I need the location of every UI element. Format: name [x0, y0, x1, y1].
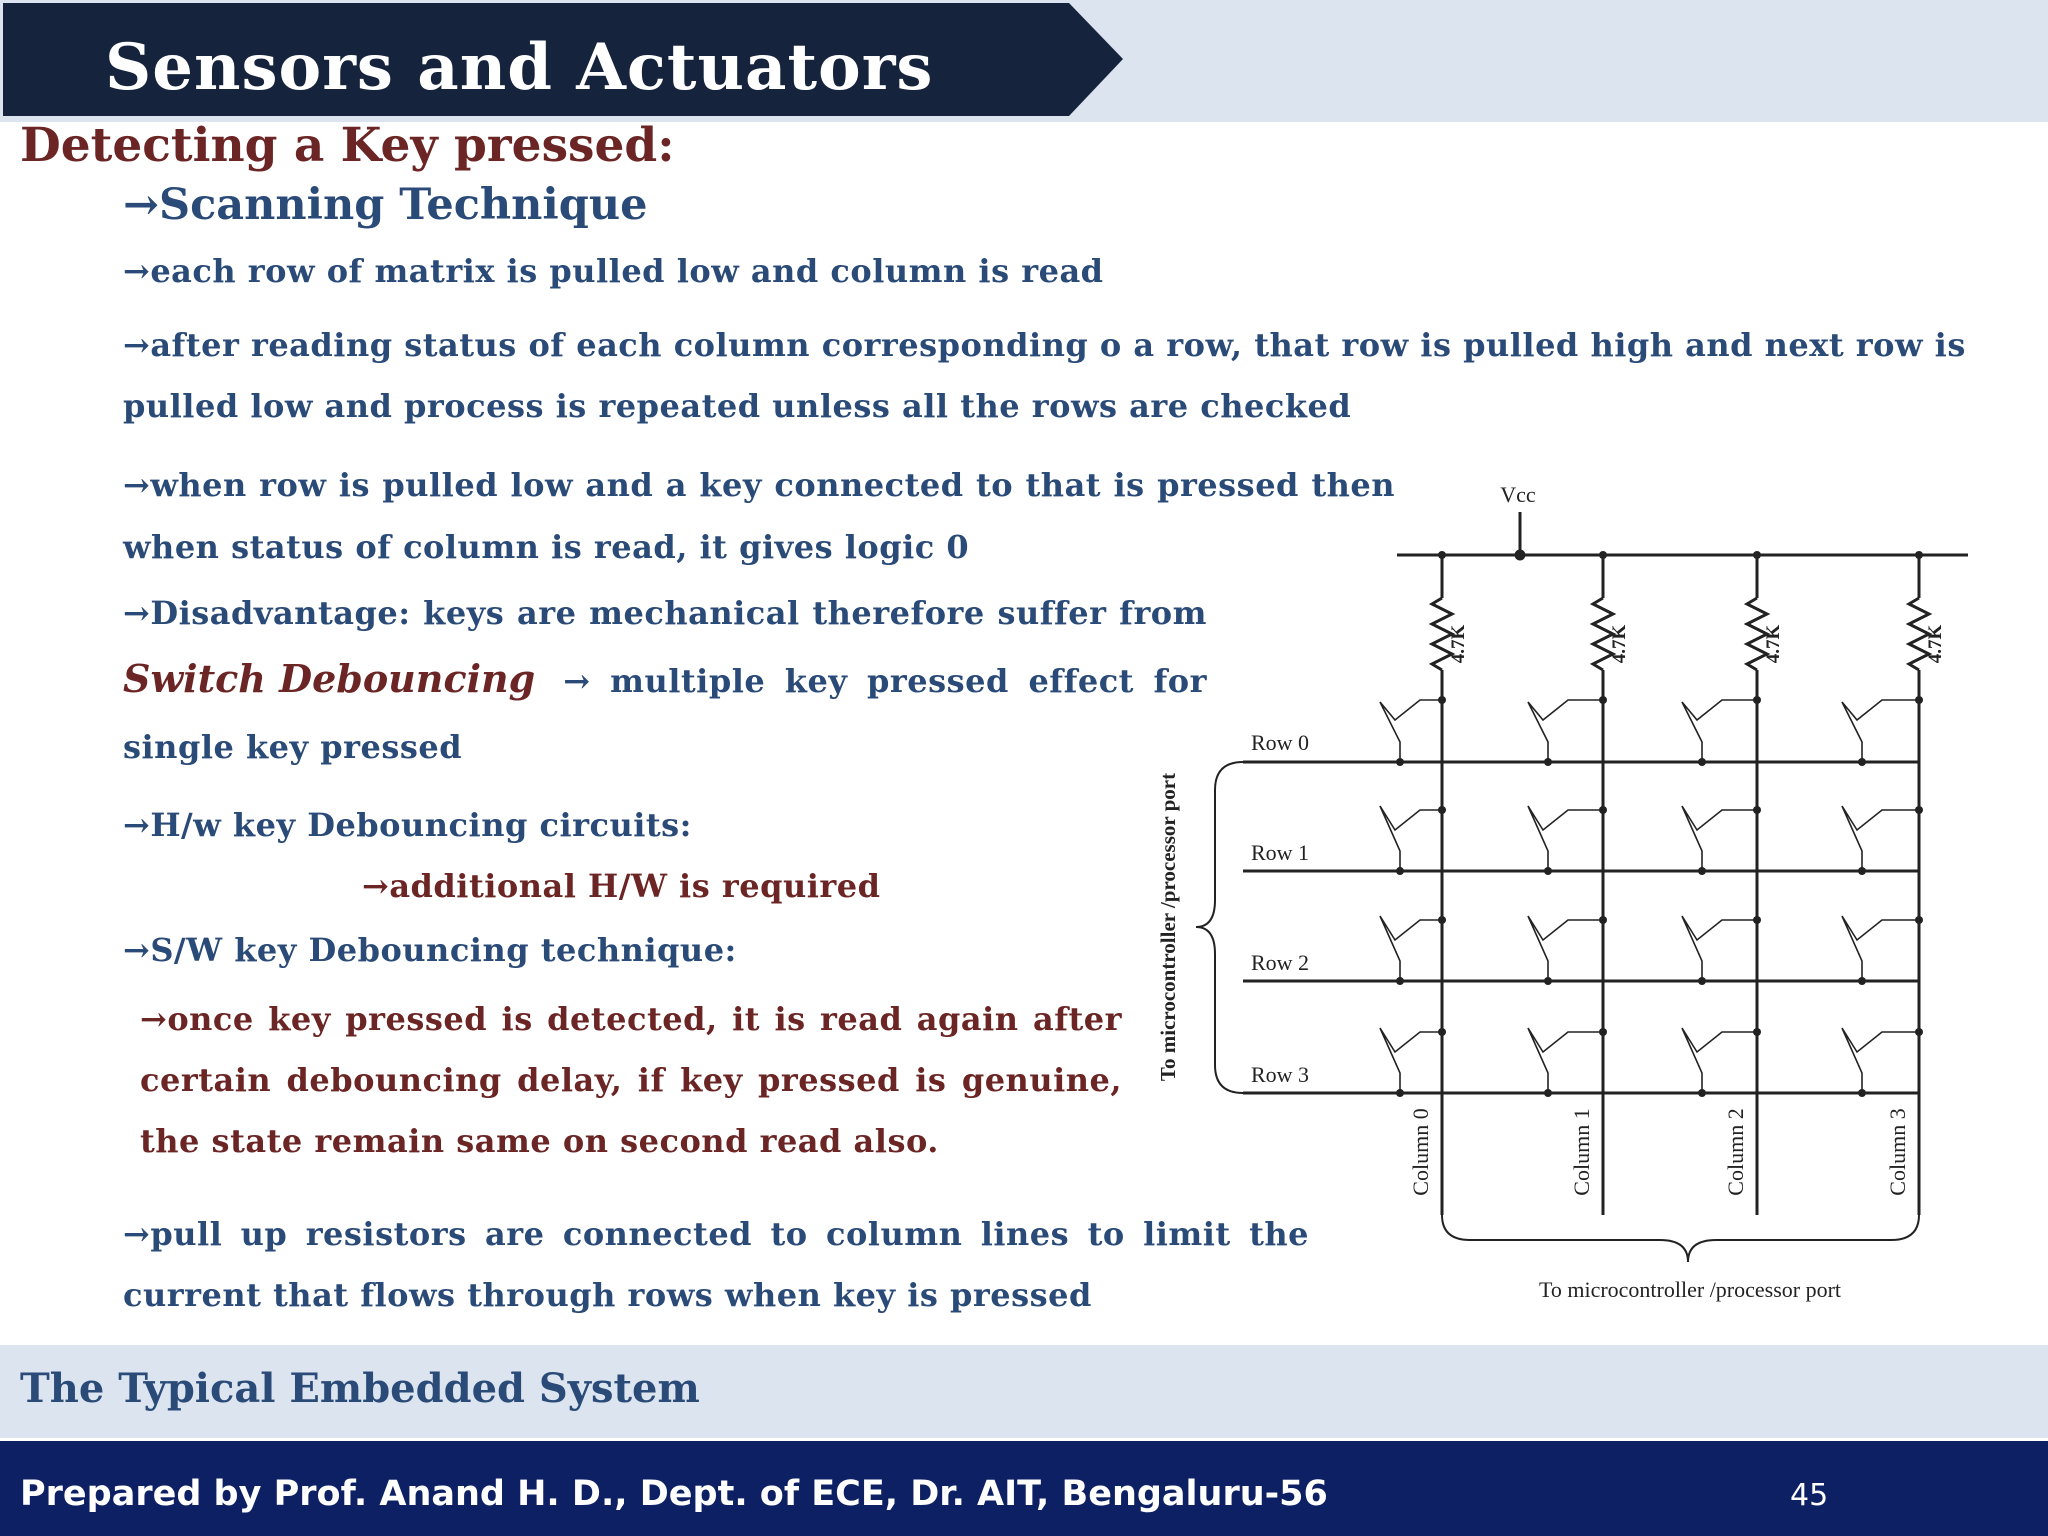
page-number: 45 — [1790, 1478, 1829, 1513]
bullet-6-sub-line-3: the state remain same on second read also. — [140, 1122, 939, 1160]
section-heading: Detecting a Key pressed: — [20, 118, 675, 173]
vcc-label: Vcc — [1500, 482, 1536, 507]
row-label-3: Row 3 — [1251, 1062, 1310, 1087]
bullet-5-sub: →additional H/W is required — [362, 867, 881, 905]
resistor-label-0: 4.7K — [1448, 624, 1469, 664]
author-credit: Prepared by Prof. Anand H. D., Dept. of ECE, Dr. AIT, Bengaluru-56 — [20, 1474, 1328, 1514]
bullet-3-line-2: when status of column is read, it gives logic 0 — [123, 528, 970, 566]
bullet-6: →S/W key Debouncing technique: — [123, 931, 737, 969]
column-label-2: Column 2 — [1723, 1108, 1748, 1196]
subheading: →Scanning Technique — [123, 180, 648, 230]
bullet-2-line-1: →after reading status of each column corresponding o a row, that row is pulled high and next row is — [123, 326, 1966, 364]
bullet-7-line-1: →pull up resistors are connected to column lines to limit the — [123, 1215, 1309, 1253]
bullet-4-line-2 — [123, 656, 1207, 701]
row-label-0: Row 0 — [1251, 730, 1310, 755]
slide-title: Sensors and Actuators — [105, 30, 934, 105]
row-label-1: Row 1 — [1251, 840, 1310, 865]
column-label-0: Column 0 — [1408, 1108, 1433, 1196]
bullet-5: →H/w key Debouncing circuits: — [123, 806, 692, 844]
bullet-3-line-1: →when row is pulled low and a key connected to that is pressed then — [123, 466, 1395, 504]
switch-debouncing-term: Switch Debouncing — [123, 656, 536, 701]
bullet-4-line-2-rest: → multiple key pressed effect for — [563, 662, 1207, 700]
keypad-matrix-diagram — [1150, 470, 1980, 1310]
bullet-4-line-1: →Disadvantage: keys are mechanical therefore suffer from — [123, 594, 1207, 632]
footer-label: The Typical Embedded System — [20, 1365, 700, 1412]
bullet-1: →each row of matrix is pulled low and column is read — [123, 252, 1104, 290]
resistor-label-1: 4.7K — [1609, 624, 1630, 664]
bullet-6-sub-line-1: →once key pressed is detected, it is read again after — [140, 1000, 1122, 1038]
bullet-7-line-2: current that flows through rows when key is pressed — [123, 1276, 1092, 1314]
column-label-1: Column 1 — [1569, 1108, 1594, 1196]
resistor-label-3: 4.7K — [1925, 624, 1946, 664]
resistor-label-2: 4.7K — [1763, 624, 1784, 664]
port-label-side: To microcontroller /processor port — [1156, 772, 1180, 1082]
row-label-2: Row 2 — [1251, 950, 1310, 975]
port-label-bottom: To microcontroller /processor port — [1538, 1277, 1842, 1302]
bullet-4-line-3: single key pressed — [123, 728, 463, 766]
column-label-3: Column 3 — [1885, 1108, 1910, 1196]
bullet-6-sub-line-2: certain debouncing delay, if key pressed is genuine, — [140, 1061, 1122, 1099]
bullet-2-line-2: pulled low and process is repeated unless all the rows are checked — [123, 387, 1352, 425]
